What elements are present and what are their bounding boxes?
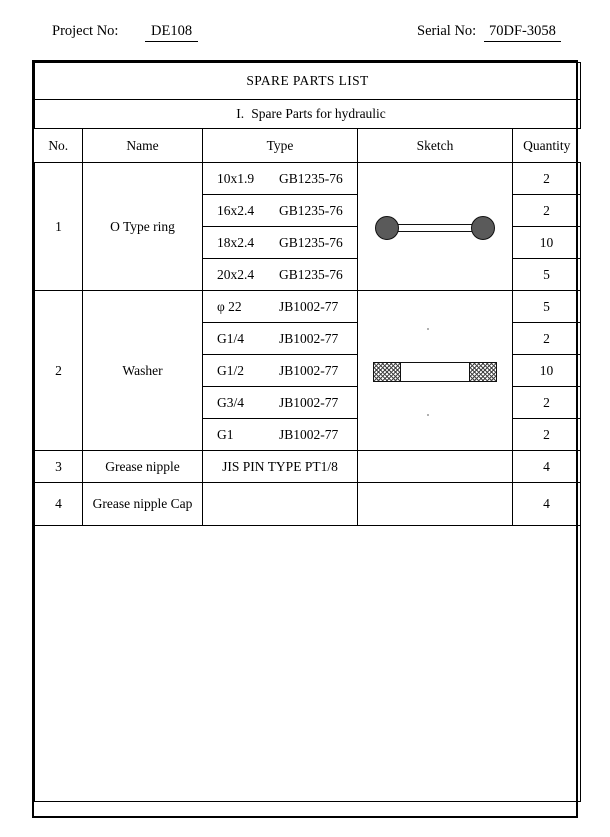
row-type: [203, 483, 358, 526]
row-no: 2: [35, 291, 83, 451]
empty-area-row: [35, 526, 581, 802]
row-quantity: 2: [513, 195, 581, 227]
washer-hatch-left: [373, 362, 401, 382]
row-sketch: [358, 291, 513, 451]
row-type: [203, 355, 358, 387]
row-type: [203, 291, 358, 323]
table-header-row: [35, 129, 581, 163]
row-quantity: 5: [513, 291, 581, 323]
row-type: JIS PIN TYPE PT1/8: [203, 451, 358, 483]
project-no-label: Project No:: [52, 23, 119, 39]
type-size: 10x1.9: [217, 170, 255, 186]
type-standard: JB1002-77: [279, 362, 339, 378]
row-quantity: 4: [513, 451, 581, 483]
column-header-quantity: Quantity: [513, 129, 581, 163]
row-quantity: 2: [513, 419, 581, 451]
type-size: 18x2.4: [217, 234, 255, 250]
o-ring-end-right: [471, 216, 495, 240]
column-header-sketch: Sketch: [358, 129, 513, 163]
row-type: [203, 419, 358, 451]
row-name: Grease nipple: [83, 451, 203, 483]
type-size: 16x2.4: [217, 202, 255, 218]
row-type: [203, 227, 358, 259]
row-type: [203, 259, 358, 291]
row-type: [203, 195, 358, 227]
washer-mark-top: [427, 328, 429, 330]
page-title: SPARE PARTS LIST: [35, 63, 581, 100]
title-row: [35, 63, 581, 100]
section-title: Spare Parts for hydraulic: [251, 106, 386, 121]
o-ring-icon: [373, 214, 497, 240]
row-quantity: 10: [513, 227, 581, 259]
table-row: [35, 451, 581, 483]
project-no-value: DE108: [145, 23, 198, 42]
type-size: G1/4: [217, 330, 244, 346]
row-quantity: 5: [513, 259, 581, 291]
type-standard: GB1235-76: [279, 202, 343, 218]
row-name: Grease nipple Cap: [83, 483, 203, 526]
type-standard: JB1002-77: [279, 298, 339, 314]
row-quantity: 2: [513, 163, 581, 195]
row-sketch: [358, 451, 513, 483]
row-type: [203, 323, 358, 355]
type-standard: GB1235-76: [279, 266, 343, 282]
type-standard: JB1002-77: [279, 394, 339, 410]
row-name: O Type ring: [83, 163, 203, 291]
table-row: [35, 163, 581, 195]
row-no: 4: [35, 483, 83, 526]
section-row: [35, 100, 581, 129]
spare-parts-sheet: [32, 60, 578, 818]
type-standard: GB1235-76: [279, 234, 343, 250]
row-quantity: 2: [513, 323, 581, 355]
column-header-no: No.: [35, 129, 83, 163]
type-size: G3/4: [217, 394, 244, 410]
empty-area: [35, 526, 581, 802]
column-header-name: Name: [83, 129, 203, 163]
section-number: I.: [236, 106, 245, 121]
serial-no-value: 70DF-3058: [484, 23, 561, 42]
spare-parts-table: [34, 62, 581, 802]
table-row: [35, 483, 581, 526]
row-quantity: 10: [513, 355, 581, 387]
row-type: [203, 163, 358, 195]
type-size: 20x2.4: [217, 266, 255, 282]
type-size: φ 22: [217, 298, 242, 314]
washer-hatch-right: [469, 362, 497, 382]
row-quantity: 2: [513, 387, 581, 419]
type-standard: JB1002-77: [279, 426, 339, 442]
column-header-type: Type: [203, 129, 358, 163]
type-standard: GB1235-76: [279, 170, 343, 186]
row-type: [203, 387, 358, 419]
washer-mark-bottom: [427, 414, 429, 416]
row-sketch: [358, 163, 513, 291]
row-quantity: 4: [513, 483, 581, 526]
table-row: [35, 291, 581, 323]
o-ring-end-left: [375, 216, 399, 240]
serial-no-label: Serial No:: [417, 23, 477, 39]
washer-icon: [369, 356, 501, 386]
row-sketch: [358, 483, 513, 526]
row-no: 3: [35, 451, 83, 483]
o-ring-body: [387, 224, 483, 232]
document-header: [0, 20, 610, 48]
row-name: Washer: [83, 291, 203, 451]
row-no: 1: [35, 163, 83, 291]
type-size: G1: [217, 426, 234, 442]
section-heading: [35, 100, 581, 129]
type-size: G1/2: [217, 362, 244, 378]
type-standard: JB1002-77: [279, 330, 339, 346]
